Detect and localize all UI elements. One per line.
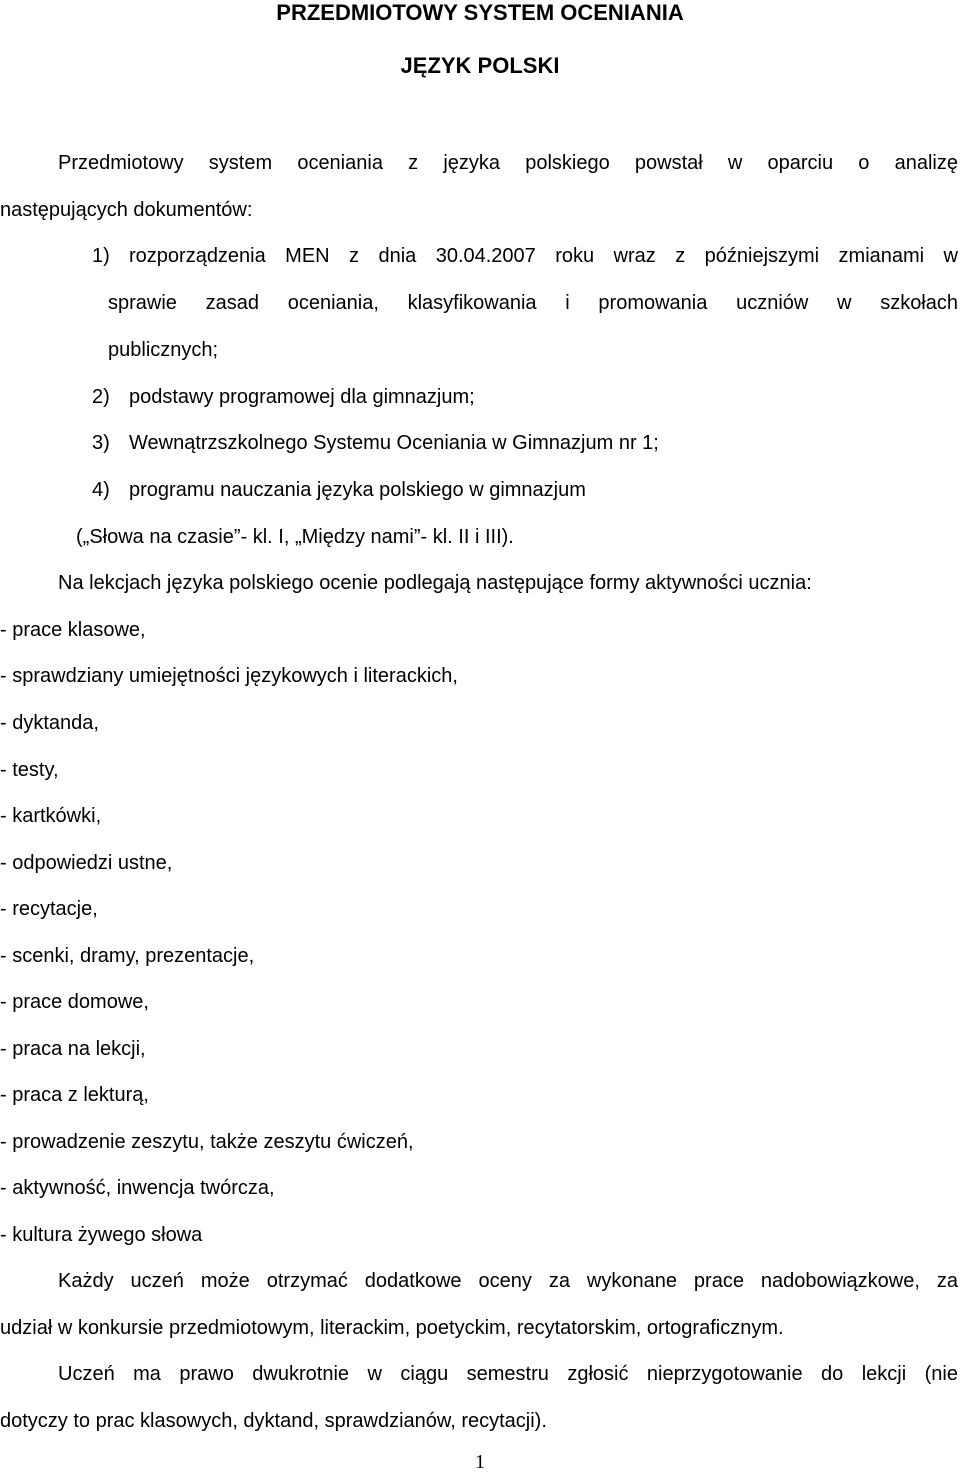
list-item: - aktywność, inwencja twórcza, [0,1177,275,1199]
list-item: - recytacje, [0,898,98,920]
list-item: - kartkówki, [0,805,102,827]
unprepared-line-1: Uczeń ma prawo dwukrotnie w ciągu semestru zgłosić nieprzygotowanie do lekcji (nie [58,1363,958,1385]
document-item-1-text: rozporządzenia MEN z dnia 30.04.2007 roku wraz z późniejszymi zmianami w [129,245,958,267]
extra-grades-line-1: Każdy uczeń może otrzymać dodatkowe oceny za wykonane prace nadobowiązkowe, za [58,1270,958,1292]
document-item-3-text: Wewnątrzszkolnego Systemu Oceniania w Gimnazjum nr 1; [129,432,659,454]
list-number: 4) [92,479,110,501]
document-item-1-line-3: publicznych; [108,339,219,361]
list-item: - praca z lekturą, [0,1084,149,1106]
list-item: - praca na lekcji, [0,1038,146,1060]
document-item-4-line-2: („Słowa na czasie”- kl. I, „Między nami”- kl. II i III). [76,526,514,548]
intro-line-1: Przedmiotowy system oceniania z języka polskiego powstał w oparciu o analizę [58,152,958,174]
list-item: - prace domowe, [0,991,149,1013]
document-item-1-line-2: sprawie zasad oceniania, klasyfikowania i promowania uczniów w szkołach [108,292,958,314]
page-number: 1 [475,1451,485,1473]
document-item-2-text: podstawy programowej dla gimnazjum; [129,386,475,408]
list-item: - kultura żywego słowa [0,1224,203,1246]
list-item: - sprawdziany umiejętności językowych i literackich, [0,665,458,687]
list-item: - dyktanda, [0,712,99,734]
document-item-4-text: programu nauczania języka polskiego w gimnazjum [129,479,586,501]
document-item-2 [92,384,475,410]
unprepared-line-2: dotyczy to prac klasowych, dyktand, sprawdzianów, recytacji). [0,1410,547,1432]
document-item-4 [92,477,586,503]
document-title: PRZEDMIOTOWY SYSTEM OCENIANIA [276,0,684,25]
list-item: - prowadzenie zeszytu, także zeszytu ćwiczeń, [0,1131,414,1153]
list-item: - prace klasowe, [0,619,146,641]
extra-grades-line-2: udział w konkursie przedmiotowym, literackim, poetyckim, recytatorskim, ortograficznym. [0,1317,784,1339]
list-item: - testy, [0,759,59,781]
intro-line-2: następujących dokumentów: [0,199,253,221]
list-number: 3) [92,432,110,454]
document-item-3 [92,430,659,456]
list-item: - odpowiedzi ustne, [0,852,173,874]
list-number: 2) [92,386,110,408]
list-item: - scenki, dramy, prezentacje, [0,945,255,967]
activities-intro: Na lekcjach języka polskiego ocenie podlegają następujące formy aktywności ucznia: [58,572,812,594]
document-item-1 [92,243,958,269]
list-number: 1) [92,245,110,267]
document-subtitle: JĘZYK POLSKI [400,53,560,78]
